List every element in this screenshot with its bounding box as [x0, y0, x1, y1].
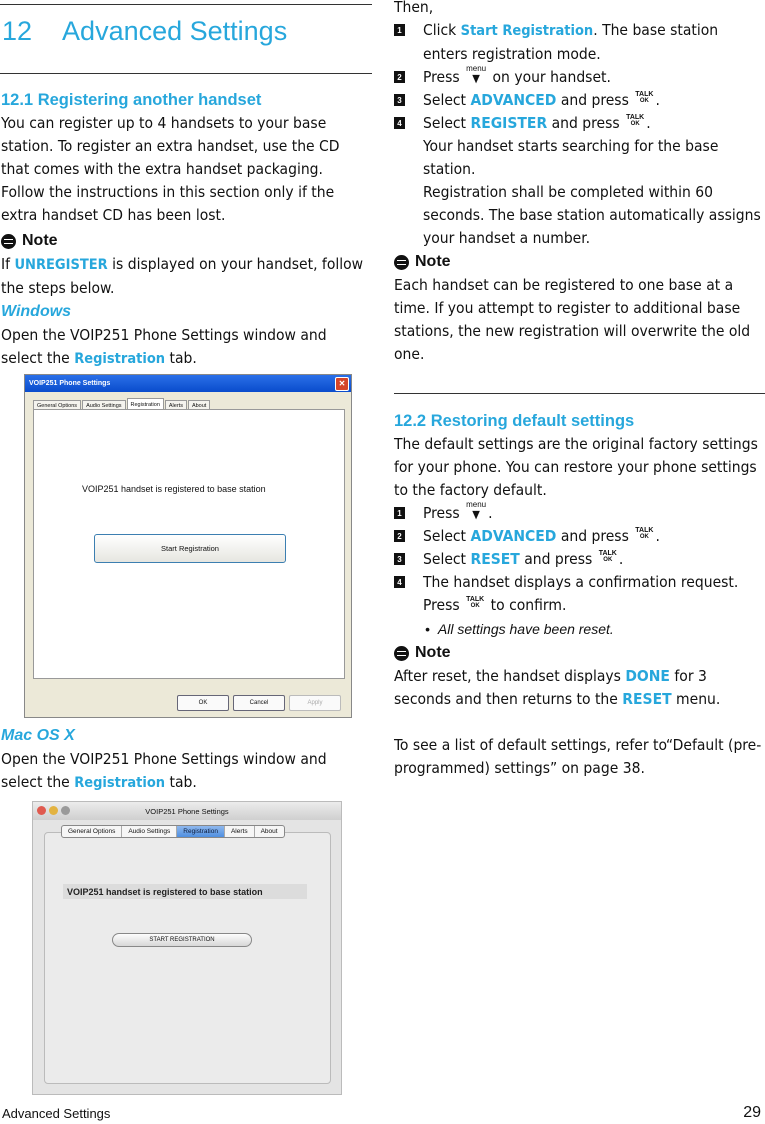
- mac-screenshot: [32, 801, 342, 1095]
- minimize-icon[interactable]: [49, 806, 58, 815]
- reg-step-1: 1 Click Start Registration. The base station enters registration mode.: [394, 19, 762, 66]
- advanced-keyword: ADVANCED: [470, 91, 557, 109]
- start-registration-button[interactable]: Start Registration: [94, 534, 286, 563]
- tab-about[interactable]: About: [188, 400, 210, 411]
- then-text: Then,: [394, 0, 434, 16]
- tab-general-options[interactable]: General Options: [62, 826, 122, 837]
- header-rule: [0, 73, 372, 74]
- reg-step-4-detail-1: Your handset starts searching for the base station.: [423, 137, 719, 178]
- restore-step-3: 3 Select RESET and press TALK OK .: [394, 548, 762, 571]
- mac-heading: Mac OS X: [1, 727, 75, 744]
- close-icon[interactable]: [37, 806, 46, 815]
- win-title-bar: [25, 375, 351, 392]
- note-icon: [394, 255, 409, 270]
- note-heading: Note: [394, 641, 762, 665]
- tab-registration[interactable]: Registration: [177, 826, 225, 837]
- tab-general-options[interactable]: General Options: [33, 400, 81, 411]
- talk-ok-key-icon: TALK OK: [466, 595, 485, 609]
- registration-keyword: Registration: [74, 351, 166, 367]
- windows-text: Open the VOIP251 Phone Settings window and select the Registration tab.: [1, 326, 327, 367]
- note-text: Each handset can be registered to one base at a time. If you attempt to register to additional base stations, the new registration will overwrite the old one.: [394, 276, 751, 363]
- note-icon: [394, 646, 409, 661]
- reset-keyword: RESET: [470, 550, 520, 568]
- section-rule: [394, 393, 765, 394]
- mac-title: VOIP251 Phone Settings: [145, 806, 229, 816]
- menu-key-icon: menu ▼: [466, 500, 487, 521]
- see-also-text: To see a list of default settings, refer to“Default (pre-programmed) settings” on page 38.: [394, 736, 762, 777]
- start-registration-keyword: Start Registration: [460, 23, 594, 39]
- talk-ok-key-icon: TALK OK: [635, 526, 654, 540]
- bullet-icon: •: [425, 621, 430, 637]
- talk-ok-key-icon: TALK OK: [598, 549, 617, 563]
- tab-about[interactable]: About: [260, 828, 278, 835]
- chapter-heading: [2, 16, 287, 47]
- cancel-button[interactable]: Cancel: [233, 695, 285, 711]
- mac-text: Open the VOIP251 Phone Settings window and select the Registration tab.: [1, 750, 327, 791]
- section-12-2-title: 12.2 Restoring default settings: [394, 412, 635, 430]
- tab-alerts[interactable]: Alerts: [165, 400, 187, 411]
- mac-tabs: [61, 825, 285, 838]
- reg-step-2: 2 Press menu ▼ on your handset.: [394, 66, 762, 89]
- section-12-1-intro: You can register up to 4 handsets to your base station. To register an extra handset, use the CD that comes with the extra handset packaging. Follow the instructions in this section only if the extra handset CD has been lost.: [1, 114, 340, 224]
- reg-step-3: 3 Select ADVANCED and press TALK OK .: [394, 89, 762, 112]
- windows-heading: Windows: [1, 303, 72, 320]
- talk-ok-key-icon: TALK OK: [635, 90, 654, 104]
- apply-button[interactable]: Apply: [289, 695, 341, 711]
- chapter-title: Advanced Settings: [62, 16, 288, 46]
- reg-step-4-detail-2: Registration shall be completed within 60 seconds. The base station automatically assigns your handset a number.: [423, 183, 761, 247]
- mac-tab-panel: [44, 832, 331, 1084]
- bullet-item: • All settings have been reset.: [425, 621, 614, 637]
- note-icon: [1, 234, 16, 249]
- mac-registration-keyword: Registration: [74, 775, 166, 791]
- tab-registration[interactable]: Registration: [127, 398, 164, 411]
- right-column: [394, 0, 762, 366]
- close-icon[interactable]: ✕: [335, 377, 349, 391]
- chapter-number: 12: [2, 16, 33, 46]
- tab-alerts[interactable]: Alerts: [225, 826, 255, 837]
- unregister-keyword: UNREGISTER: [14, 257, 108, 273]
- footer-section: Advanced Settings: [2, 1106, 111, 1121]
- reg-step-4: 4 Select REGISTER and press TALK OK . Your handset starts searching for the base station. Registration shall be completed within 60 seconds. The base station automatically assigns your handset a number.: [394, 112, 762, 250]
- win-tab-panel: [33, 409, 345, 679]
- zoom-icon[interactable]: [61, 806, 70, 815]
- reset-keyword: RESET: [622, 690, 672, 708]
- restore-step-2: 2 Select ADVANCED and press TALK OK .: [394, 525, 762, 548]
- start-registration-button[interactable]: START REGISTRATION: [112, 933, 252, 947]
- ok-button[interactable]: OK: [177, 695, 229, 711]
- mac-title-bar: [33, 802, 341, 820]
- top-rule: [0, 4, 372, 5]
- restore-section: [394, 409, 762, 780]
- note-heading: Note: [1, 229, 371, 253]
- done-keyword: DONE: [625, 667, 670, 685]
- win-title: VOIP251 Phone Settings: [29, 380, 111, 387]
- mac-section: [1, 724, 371, 795]
- section-12-2-intro: The default settings are the original factory settings for your phone. You can restore your phone settings to the factory default.: [394, 435, 758, 499]
- page-number: 29: [743, 1104, 761, 1121]
- left-column: [1, 88, 371, 371]
- register-keyword: REGISTER: [470, 114, 548, 132]
- restore-step-1: 1 Press menu ▼ .: [394, 502, 762, 525]
- tab-audio-settings[interactable]: Audio Settings: [122, 826, 177, 837]
- windows-screenshot: [24, 374, 352, 718]
- talk-ok-key-icon: TALK OK: [626, 113, 645, 127]
- note-text: If UNREGISTER is displayed on your handset, follow the steps below.: [1, 255, 364, 297]
- registration-status: VOIP251 handset is registered to base station: [82, 484, 266, 494]
- section-12-1-title: 12.1 Registering another handset: [1, 91, 262, 109]
- note-text: After reset, the handset displays DONE for 3 seconds and then returns to the RESET menu.: [394, 667, 721, 708]
- menu-key-icon: menu ▼: [466, 64, 487, 85]
- restore-step-4: 4 The handset displays a confirmation request. Press TALK OK to confirm. • All settings have been reset.: [394, 571, 762, 641]
- note-heading: Note: [394, 250, 762, 274]
- advanced-keyword: ADVANCED: [470, 527, 557, 545]
- tab-audio-settings[interactable]: Audio Settings: [82, 400, 125, 411]
- registration-status: VOIP251 handset is registered to base station: [63, 884, 307, 899]
